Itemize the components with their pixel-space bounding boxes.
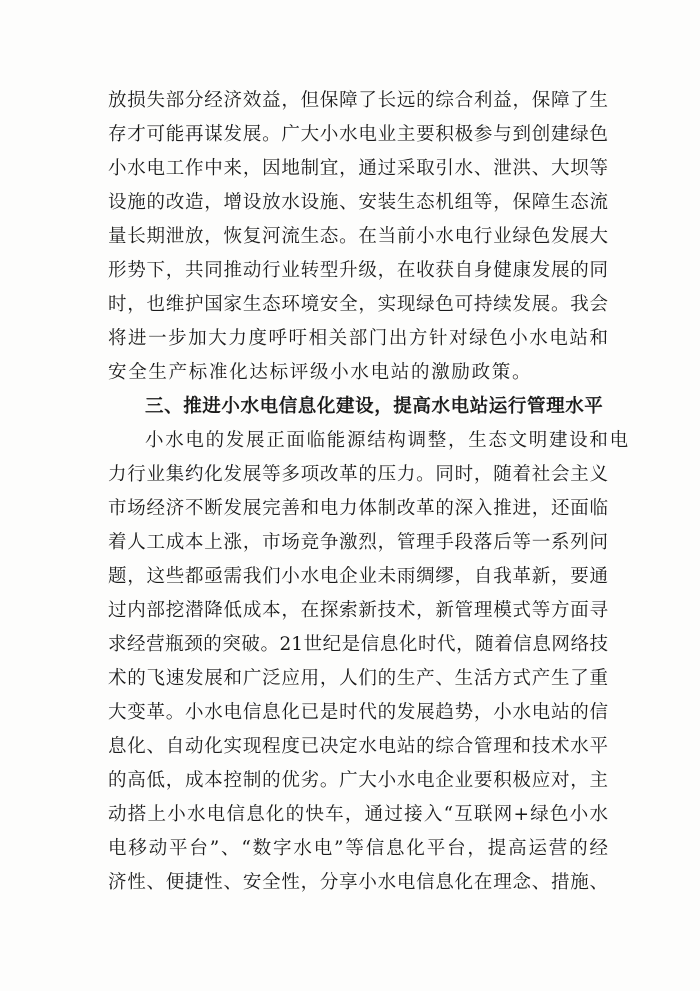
paragraph-line: 求经营瓶颈的突破。21世纪是信息化时代，随着信息网络技 xyxy=(108,634,608,655)
paragraph-line: 时，也维护国家生态环境安全，实现绿色可持续发展。我会 xyxy=(108,294,608,315)
paragraph-line: 力行业集约化发展等多项改革的压力。同时，随着社会主义 xyxy=(108,464,608,485)
paragraph-line: 将进一步加大力度呼吁相关部门出方针对绿色小水电站和 xyxy=(108,328,608,349)
paragraph-line: 动搭上小水电信息化的快车，通过接入“互联网+绿色小水 xyxy=(108,804,608,825)
paragraph-line: 的高低，成本控制的优劣。广大小水电企业要积极应对，主 xyxy=(108,770,608,791)
paragraph-line: 形势下，共同推动行业转型升级，在收获自身健康发展的同 xyxy=(108,260,608,281)
paragraph-line: 息化、自动化实现程度已决定水电站的综合管理和技术水平 xyxy=(108,736,608,757)
paragraph-first-line: 小水电的发展正面临能源结构调整，生态文明建设和电 xyxy=(145,430,630,451)
paragraph-line: 济性、便捷性、安全性，分享小水电信息化在理念、措施、 xyxy=(108,872,608,893)
paragraph-line: 电移动平台”、“数字水电”等信息化平台，提高运营的经 xyxy=(108,838,608,859)
section-heading: 三、推进小水电信息化建设，提高水电站运行管理水平 xyxy=(145,396,604,417)
paragraph-line: 设施的改造，增设放水设施、安装生态机组等，保障生态流 xyxy=(108,192,608,213)
paragraph-line: 小水电工作中来，因地制宜，通过采取引水、泄洪、大坝等 xyxy=(108,158,608,179)
paragraph-line: 着人工成本上涨，市场竞争激烈，管理手段落后等一系列问 xyxy=(108,532,608,553)
paragraph-line: 量长期泄放，恢复河流生态。在当前小水电行业绿色发展大 xyxy=(108,226,608,247)
paragraph-line: 放损失部分经济效益，但保障了长远的综合利益，保障了生 xyxy=(108,90,608,111)
paragraph-line: 题，这些都亟需我们小水电企业未雨绸缪，自我革新，要通 xyxy=(108,566,608,587)
paragraph-line: 市场经济不断发展完善和电力体制改革的深入推进，还面临 xyxy=(108,498,608,519)
body-text xyxy=(108,84,630,900)
paragraph-line: 存才可能再谋发展。广大小水电业主要积极参与到创建绿色 xyxy=(108,124,608,145)
paragraph-line: 大变革。小水电信息化已是时代的发展趋势，小水电站的信 xyxy=(108,702,608,723)
paragraph-last-line: 安全生产标准化达标评级小水电站的激励政策。 xyxy=(108,362,533,383)
paragraph-line: 术的飞速发展和广泛应用，人们的生产、生活方式产生了重 xyxy=(108,668,608,689)
paragraph-line: 过内部挖潜降低成本，在探索新技术，新管理模式等方面寻 xyxy=(108,600,608,621)
